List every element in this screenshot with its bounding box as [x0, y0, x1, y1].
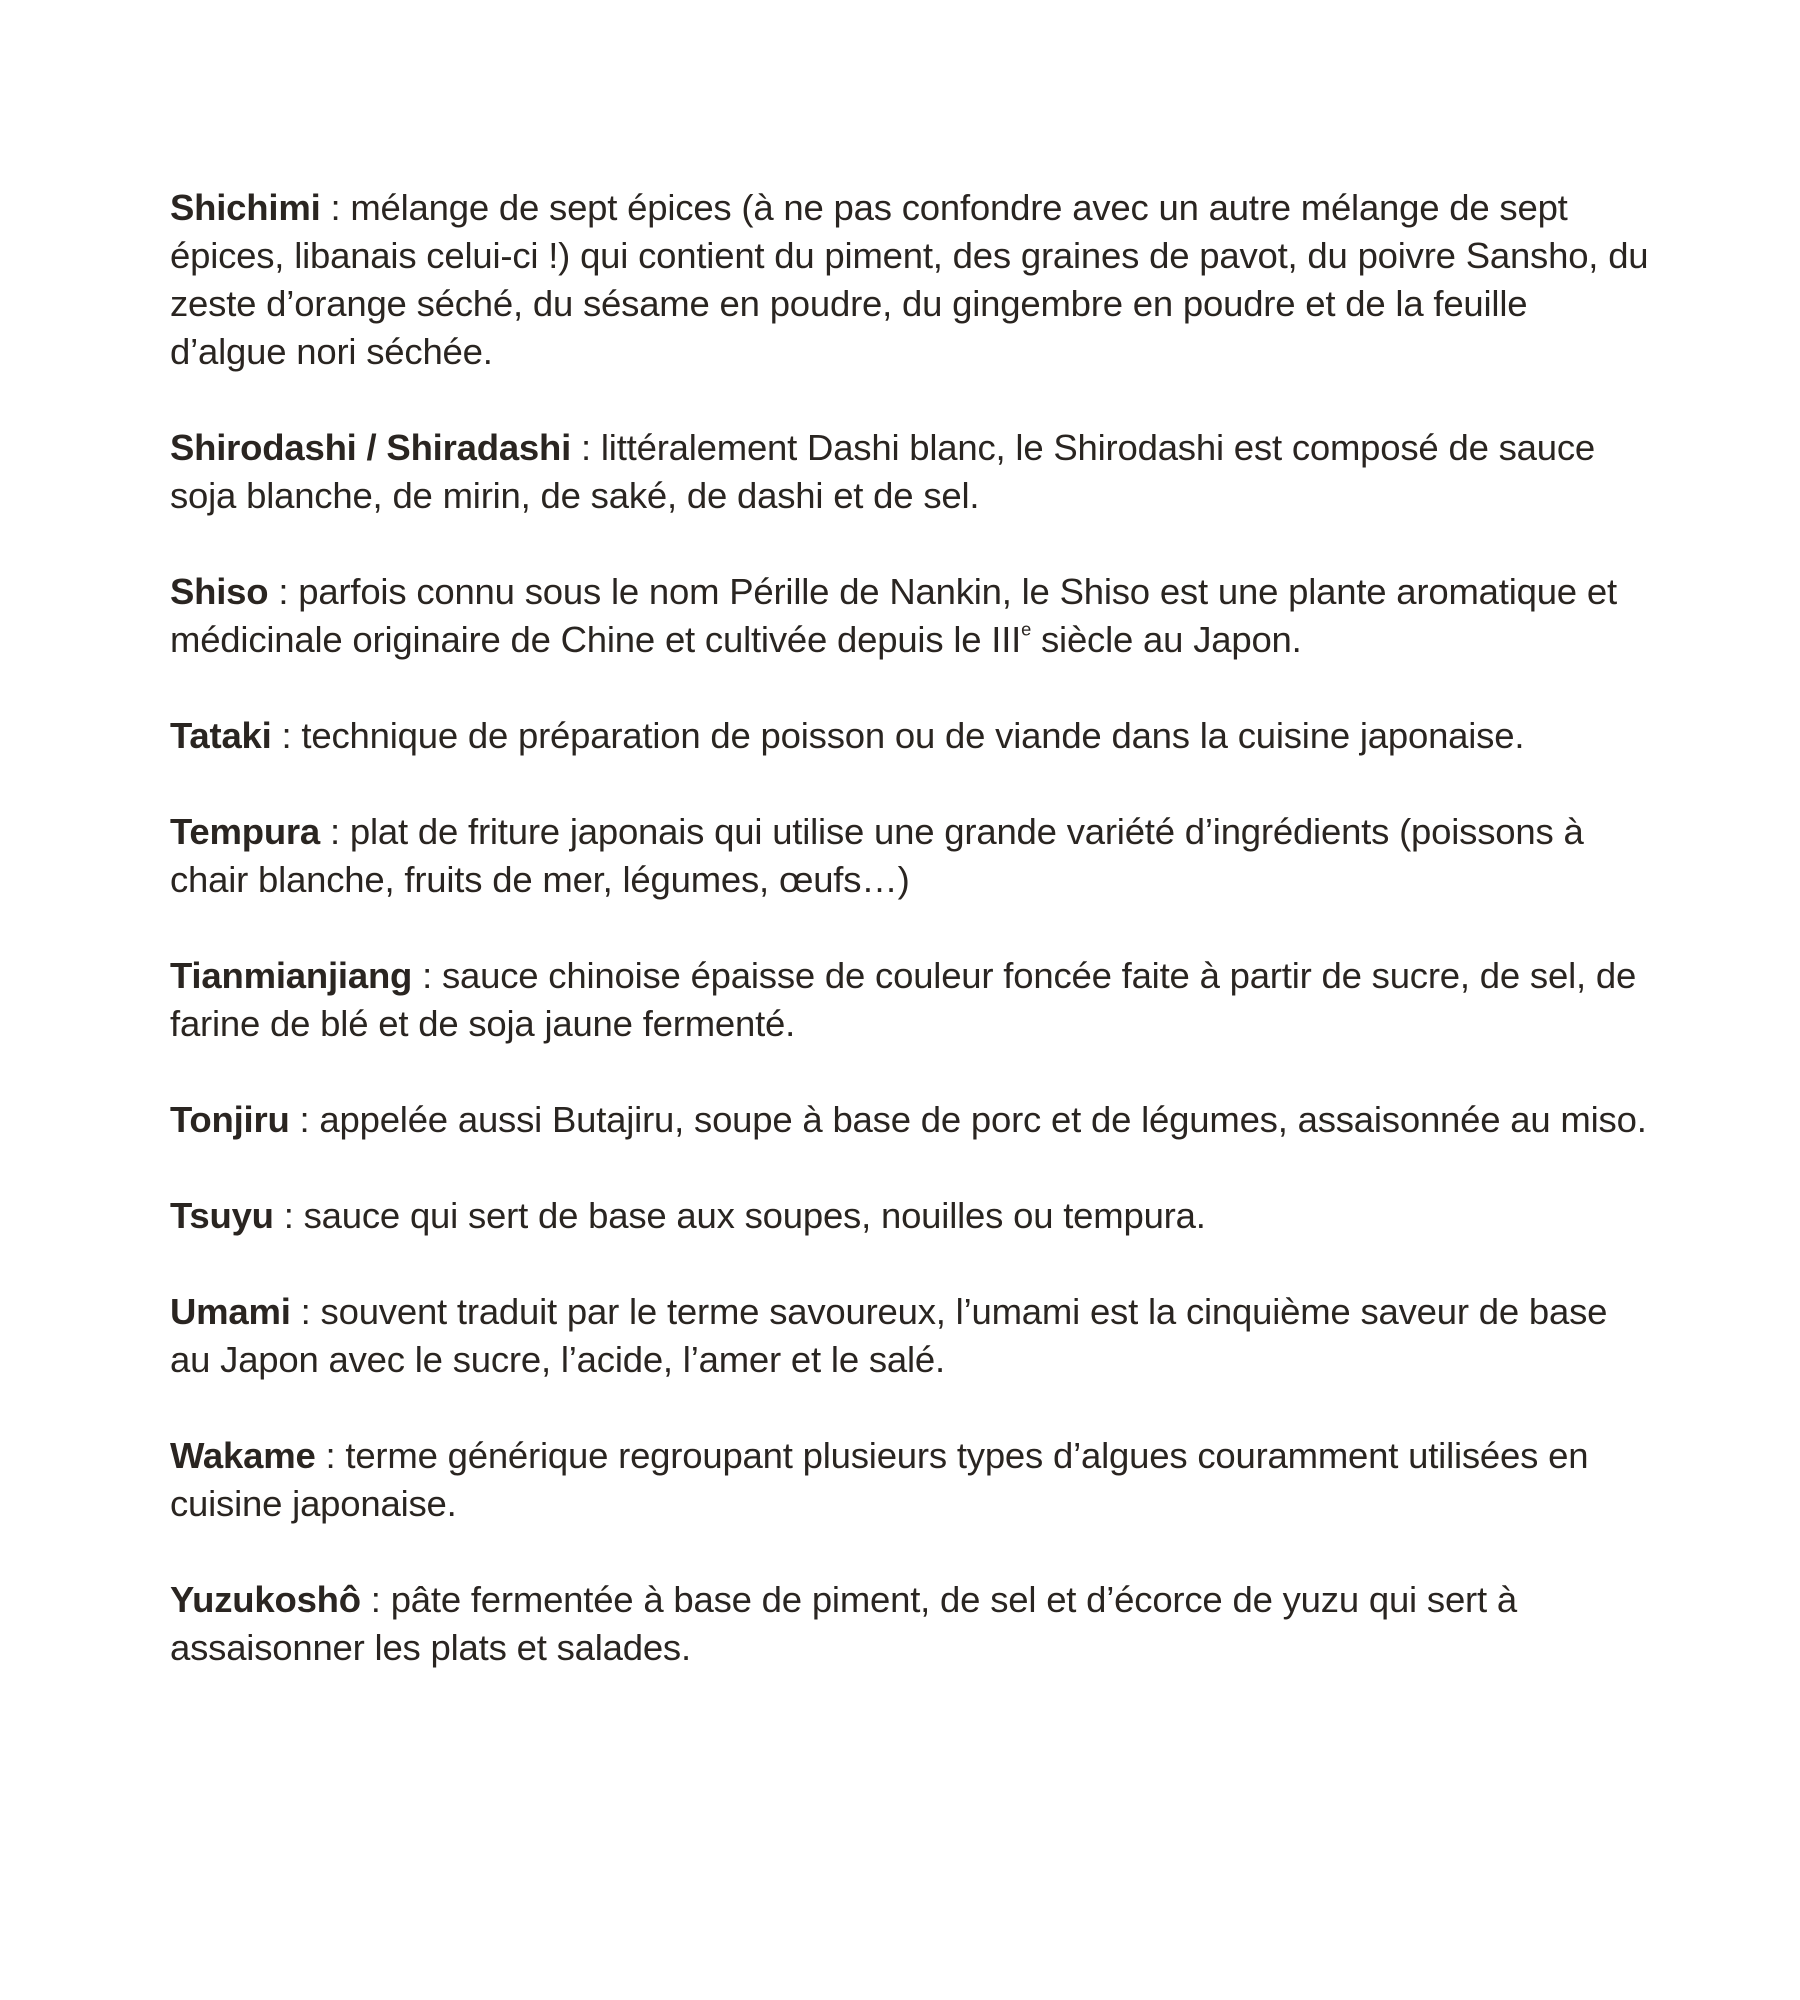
- definition: mélange de sept épices (à ne pas confondre avec un autre mélange de sept épices, libanais celui-ci !) qui contient du piment, des graines de pavot, du poivre Sansho, du zeste d’orange séché, du sésame en poudre, du gingembre en poudre et de la feuille d’algue nori séchée.: [170, 187, 1649, 372]
- separator: :: [320, 811, 350, 852]
- term: Yuzukoshô: [170, 1579, 361, 1620]
- glossary-entry-shirodashi: [170, 424, 1650, 520]
- term: Tempura: [170, 811, 321, 852]
- glossary-entry-tataki: [170, 712, 1650, 760]
- term: Tsuyu: [170, 1195, 274, 1236]
- definition: sauce qui sert de base aux soupes, nouilles ou tempura.: [303, 1195, 1206, 1236]
- term: Tataki: [170, 715, 272, 756]
- glossary-entry-yuzukosho: [170, 1576, 1650, 1672]
- definition-end: siècle au Japon.: [1031, 619, 1302, 660]
- definition: parfois connu sous le nom Pérille de Nankin, le Shiso est une plante aromatique et médicinale originaire de Chine et cultivée depuis le III: [170, 571, 1617, 660]
- definition: littéralement Dashi blanc, le Shirodashi est composé de sauce soja blanche, de mirin, de saké, de dashi et de sel.: [170, 427, 1596, 516]
- glossary-entry-tonjiru: [170, 1096, 1650, 1144]
- definition: plat de friture japonais qui utilise une grande variété d’ingrédients (poissons à chair blanche, fruits de mer, légumes, œufs…): [170, 811, 1584, 900]
- separator: :: [412, 955, 442, 996]
- separator: :: [268, 571, 299, 612]
- term: Shirodashi / Shiradashi: [170, 427, 572, 468]
- term: Umami: [170, 1291, 291, 1332]
- glossary-entry-umami: [170, 1288, 1650, 1384]
- term: Shichimi: [170, 187, 321, 228]
- term: Tonjiru: [170, 1099, 290, 1140]
- separator: :: [273, 1195, 304, 1236]
- definition: appelée aussi Butajiru, soupe à base de porc et de légumes, assaisonnée au miso.: [319, 1099, 1647, 1140]
- term: Wakame: [170, 1435, 316, 1476]
- separator: :: [290, 1291, 321, 1332]
- separator: :: [289, 1099, 320, 1140]
- separator: :: [320, 187, 351, 228]
- definition: souvent traduit par le terme savoureux, l’umami est la cinquième saveur de base au Japon avec le sucre, l’acide, l’amer et le salé.: [170, 1291, 1608, 1380]
- separator: :: [271, 715, 302, 756]
- separator: :: [360, 1579, 391, 1620]
- glossary-entry-tianmianjiang: [170, 952, 1650, 1048]
- separator: :: [315, 1435, 346, 1476]
- definition: sauce chinoise épaisse de couleur foncée faite à partir de sucre, de sel, de farine de blé et de soja jaune fermenté.: [170, 955, 1637, 1044]
- term: Shiso: [170, 571, 269, 612]
- separator: :: [571, 427, 601, 468]
- glossary-entry-wakame: [170, 1432, 1650, 1528]
- glossary-entry-tempura: [170, 808, 1650, 904]
- definition: pâte fermentée à base de piment, de sel et d’écorce de yuzu qui sert à assaisonner les plats et salades.: [170, 1579, 1517, 1668]
- glossary-entry-tsuyu: [170, 1192, 1650, 1240]
- glossary: [170, 184, 1650, 1720]
- superscript: e: [1021, 618, 1032, 640]
- definition: terme générique regroupant plusieurs types d’algues couramment utilisées en cuisine japonaise.: [170, 1435, 1589, 1524]
- glossary-entry-shiso: [170, 568, 1650, 664]
- definition: technique de préparation de poisson ou de viande dans la cuisine japonaise.: [301, 715, 1525, 756]
- glossary-entry-shichimi: [170, 184, 1650, 376]
- term: Tianmianjiang: [170, 955, 413, 996]
